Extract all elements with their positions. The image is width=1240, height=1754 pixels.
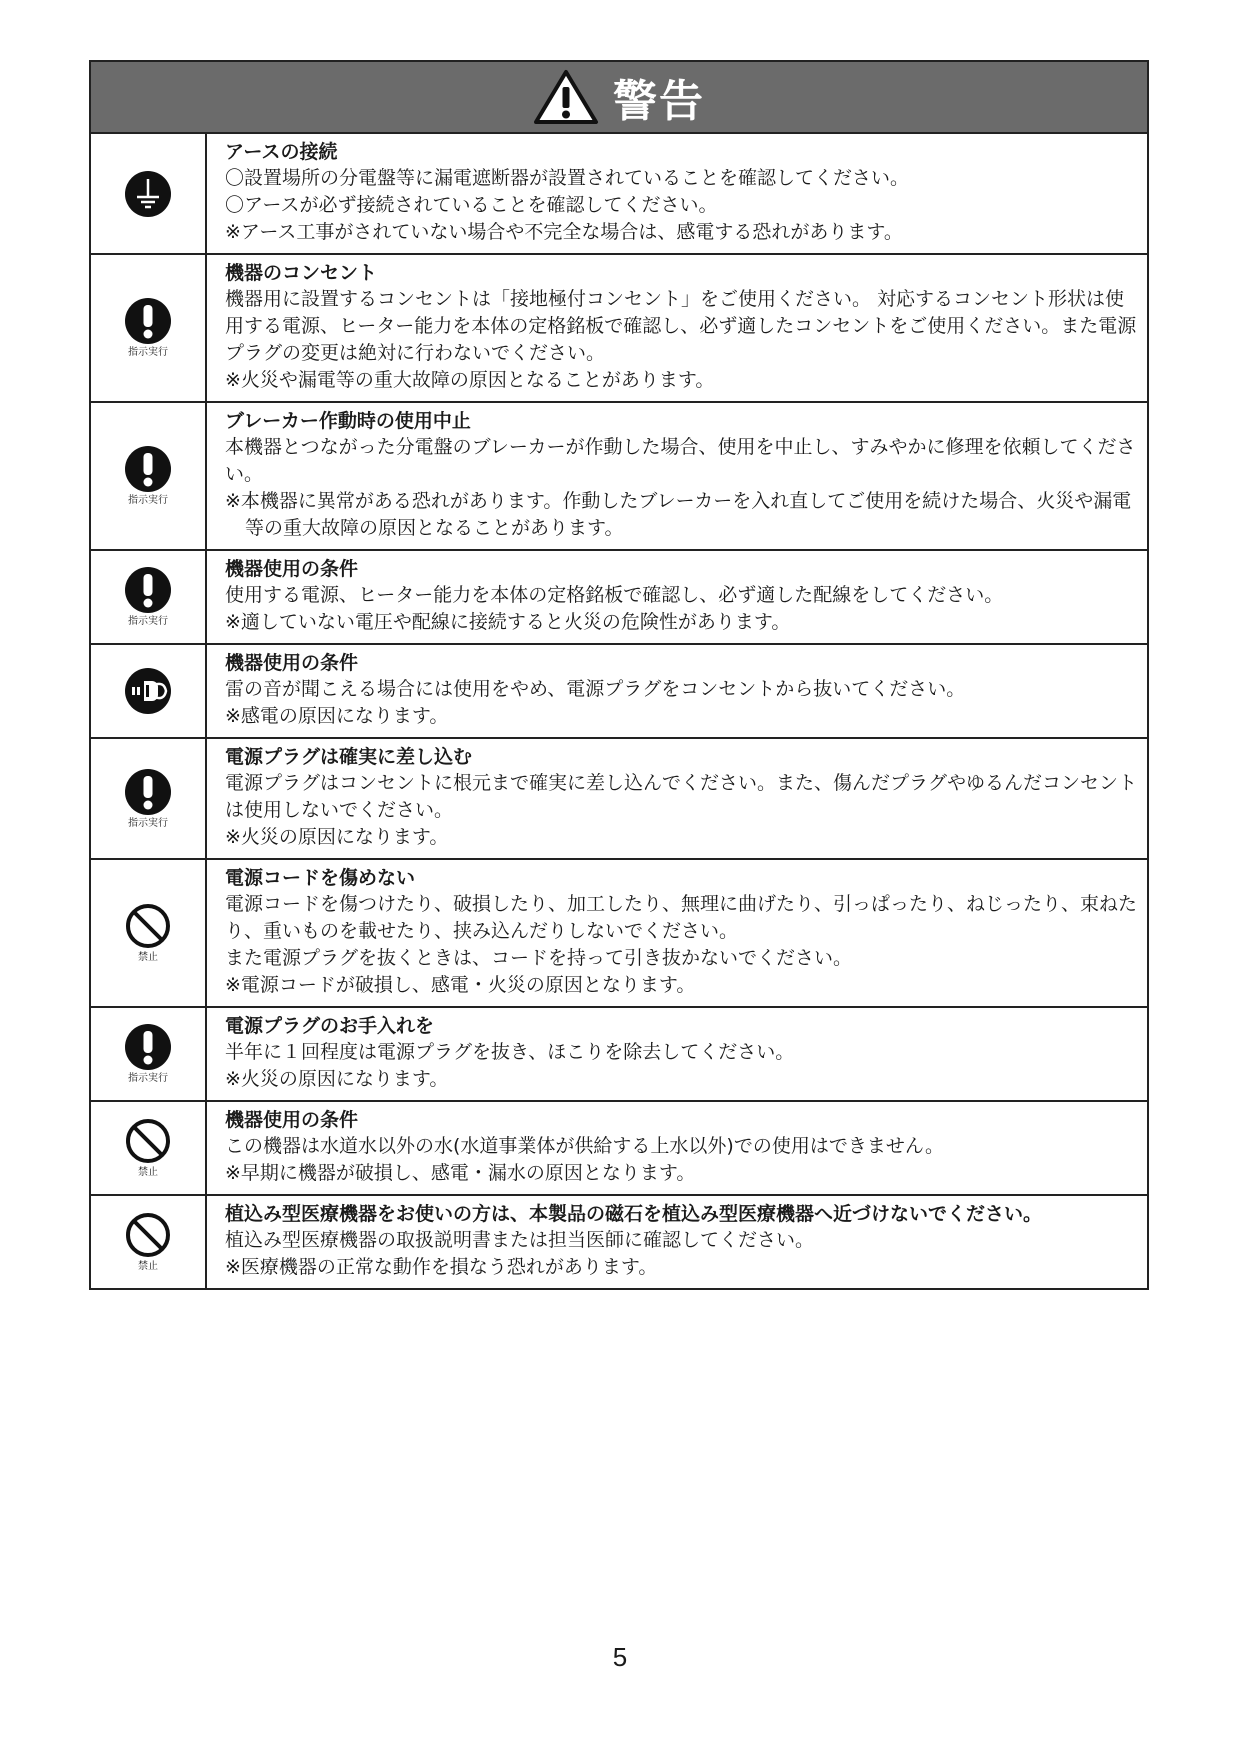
- row-line: 本機器とつながった分電盤のブレーカーが作動した場合、使用を中止し、すみやかに修理を依頼してください。: [225, 436, 1136, 485]
- text-cell: [207, 860, 1147, 1006]
- warning-title: 警告: [613, 76, 705, 127]
- text-cell: [207, 403, 1147, 549]
- row-line: ※電源コードが破損し、感電・火災の原因となります。: [225, 974, 696, 996]
- prohibited-icon: [124, 1211, 172, 1259]
- prohibited-icon: [124, 1117, 172, 1165]
- row-line: ※火災の原因になります。: [225, 826, 449, 848]
- icon-cell: [91, 1196, 207, 1288]
- mandatory-action-icon: [124, 297, 172, 345]
- icon-cell: [91, 134, 207, 253]
- text-cell: [207, 255, 1147, 401]
- row-line: ※早期に機器が破損し、感電・漏水の原因となります。: [225, 1162, 696, 1184]
- row-line: 植込み型医療機器の取扱説明書または担当医師に確認してください。: [225, 1229, 815, 1251]
- mandatory-action-icon: [124, 566, 172, 614]
- row-line: 機器用に設置するコンセントは「接地極付コンセント」をご使用ください。 対応するコンセント形状は使用する電源、ヒーター能力を本体の定格銘板で確認し、必ず適したコンセントをご使用ください。また電源プラグの変更は絶対に行わないでください。: [225, 288, 1137, 364]
- row-line: ※本機器に異常がある恐れがあります。作動したブレーカーを入れ直してご使用を続けた場合、火災や漏電等の重大故障の原因となることがあります。: [225, 490, 1132, 539]
- row-title: 電源コードを傷めない: [225, 867, 416, 889]
- row-line: ※感電の原因になります。: [225, 705, 449, 727]
- text-cell: [207, 645, 1147, 737]
- warning-row: [91, 134, 1147, 255]
- icon-cell: [91, 860, 207, 1006]
- mandatory-action-icon: [124, 445, 172, 493]
- icon-cell: [91, 403, 207, 549]
- row-line: 電源コードを傷つけたり、破損したり、加工したり、無理に曲げたり、引っぱったり、ねじったり、束ねたり、重いものを載せたり、挟み込んだりしないでください。: [225, 893, 1138, 942]
- text-cell: [207, 134, 1147, 253]
- warning-table: [89, 60, 1149, 1290]
- prohibited-icon: [124, 902, 172, 950]
- row-line: ※医療機器の正常な動作を損なう恐れがあります。: [225, 1256, 658, 1278]
- row-line: ※火災の原因になります。: [225, 1068, 449, 1090]
- text-cell: [207, 1196, 1147, 1288]
- text-cell: [207, 551, 1147, 643]
- warning-row: [91, 1008, 1147, 1102]
- warning-row: [91, 645, 1147, 739]
- ground-icon: [124, 170, 172, 218]
- icon-caption: 禁止: [138, 1167, 158, 1178]
- row-line: ※火災や漏電等の重大故障の原因となることがあります。: [225, 369, 715, 391]
- warning-row: [91, 1102, 1147, 1196]
- icon-caption: 指示実行: [128, 1073, 168, 1084]
- row-title: 電源プラグのお手入れを: [225, 1015, 435, 1037]
- warning-triangle-icon: [533, 69, 599, 125]
- icon-cell: [91, 645, 207, 737]
- row-title: 機器使用の条件: [225, 652, 359, 674]
- row-title: 機器使用の条件: [225, 558, 359, 580]
- row-line: 半年に１回程度は電源プラグを抜き、ほこりを除去してください。: [225, 1041, 795, 1063]
- icon-caption: 指示実行: [128, 347, 168, 358]
- row-line: この機器は水道水以外の水(水道事業体が供給する上水以外)での使用はできません。: [225, 1135, 944, 1157]
- icon-caption: 指示実行: [128, 495, 168, 506]
- icon-cell: [91, 739, 207, 858]
- warning-row: [91, 739, 1147, 860]
- row-line: また電源プラグを抜くときは、コードを持って引き抜かないでください。: [225, 947, 853, 969]
- icon-caption: 禁止: [138, 952, 158, 963]
- row-line: 使用する電源、ヒーター能力を本体の定格銘板で確認し、必ず適した配線をしてください。: [225, 584, 1004, 606]
- mandatory-action-icon: [124, 1023, 172, 1071]
- icon-cell: [91, 255, 207, 401]
- row-line: ※アース工事がされていない場合や不完全な場合は、感電する恐れがあります。: [225, 221, 903, 243]
- icon-caption: 指示実行: [128, 616, 168, 627]
- warning-row: [91, 403, 1147, 551]
- row-title: ブレーカー作動時の使用中止: [225, 410, 471, 432]
- row-title: 電源プラグは確実に差し込む: [225, 746, 473, 768]
- icon-cell: [91, 1008, 207, 1100]
- mandatory-action-icon: [124, 768, 172, 816]
- row-title: 機器のコンセント: [225, 262, 378, 284]
- row-line: 雷の音が聞こえる場合には使用をやめ、電源プラグをコンセントから抜いてください。: [225, 678, 966, 700]
- row-title: 機器使用の条件: [225, 1109, 359, 1131]
- icon-cell: [91, 551, 207, 643]
- page-number: 5: [612, 1642, 628, 1672]
- row-title: アースの接続: [225, 141, 338, 163]
- warning-row: [91, 860, 1147, 1008]
- unplug-icon: [124, 667, 172, 715]
- warning-row: [91, 551, 1147, 645]
- row-line: 〇アースが必ず接続されていることを確認してください。: [225, 194, 718, 216]
- warning-row: [91, 1196, 1147, 1288]
- row-line: ※適していない電圧や配線に接続すると火災の危険性があります。: [225, 611, 791, 633]
- icon-cell: [91, 1102, 207, 1194]
- warning-header: [91, 62, 1147, 134]
- row-line: 電源プラグはコンセントに根元まで確実に差し込んでください。また、傷んだプラグやゆるんだコンセントは使用しないでください。: [225, 772, 1138, 821]
- text-cell: [207, 1102, 1147, 1194]
- warning-rows: [91, 134, 1147, 1288]
- row-title: 植込み型医療機器をお使いの方は、本製品の磁石を植込み型医療機器へ近づけないでください。: [225, 1203, 1043, 1225]
- icon-caption: 禁止: [138, 1261, 158, 1272]
- warning-row: [91, 255, 1147, 403]
- icon-caption: 指示実行: [128, 817, 168, 829]
- text-cell: [207, 739, 1147, 858]
- text-cell: [207, 1008, 1147, 1100]
- row-line: 〇設置場所の分電盤等に漏電遮断器が設置されていることを確認してください。: [225, 167, 910, 189]
